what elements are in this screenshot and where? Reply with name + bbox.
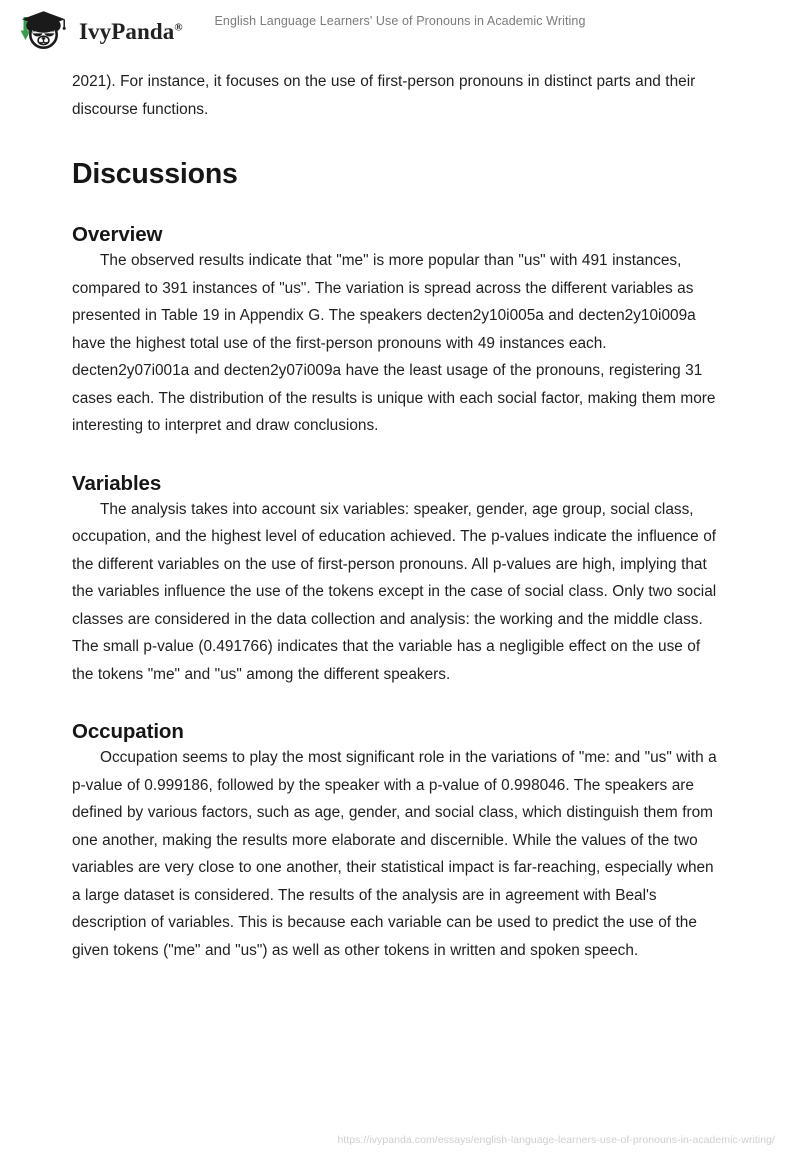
source-url-link[interactable]: https://ivypanda.com/essays/english-language-learners-use-of-pronouns-in-academic-writing/ xyxy=(337,1134,775,1146)
subsection-paragraph-overview: The observed results indicate that "me" is more popular than "us" with 491 instances, compared to 391 instances of "us". The variation is spread across the different variables as presented in Table 19 in Appendix G. The speakers decten2y10i005a and decten2y10i009a have the highest total use of the first-person pronouns with 49 instances each. decten2y07i001a and decten2y07i009a have the least usage of the pronouns, registering 31 cases each. The distribution of the results is unique with each social factor, making them more interesting to interpret and draw conclusions. xyxy=(72,252,716,434)
subsection-heading-variables: Variables xyxy=(72,471,162,495)
registered-trademark-icon: ® xyxy=(174,20,183,33)
section-heading-discussions: Discussions xyxy=(72,158,238,190)
subsection-paragraph-occupation: Occupation seems to play the most significant role in the variations of "me: and "us" with a p-value of 0.999186, followed by the speaker with a p-value of 0.998046. The speakers are defined by various factors, such as age, gender, and social class, which distinguish them from one another, making the results more elaborate and discernible. While the values of the two variables are very close to one another, their statistical impact is far-reaching, especially when a large dataset is considered. The results of the analysis are in agreement with Beal's description of variables. This is because each variable can be used to predict the use of the given tokens ("me" and "us") as well as other tokens in written and spoken speech. xyxy=(72,749,717,959)
document-content xyxy=(72,68,720,964)
page-header xyxy=(0,0,800,58)
subsection-paragraph-variables: The analysis takes into account six variables: speaker, gender, age group, social class, occupation, and the highest level of education achieved. The p-values indicate the influence of the different variables on the use of first-person pronouns. All p-values are high, implying that the variables influence the use of the tokens except in the case of social class. Only two social classes are considered in the data collection and analysis: the working and the middle class. The small p-value (0.491766) indicates that the variable has a negligible effect on the use of the tokens "me" and "us" among the different speakers. xyxy=(72,500,717,683)
document-title-header: English Language Learners' Use of Pronouns in Academic Writing xyxy=(214,14,586,28)
subsection-heading-occupation: Occupation xyxy=(72,720,184,743)
brand-name-text: IvyPanda xyxy=(79,18,175,44)
subsection-heading-overview: Overview xyxy=(72,223,163,246)
continued-paragraph: 2021). For instance, it focuses on the use of first-person pronouns in distinct parts and their discourse functions. xyxy=(72,73,696,118)
